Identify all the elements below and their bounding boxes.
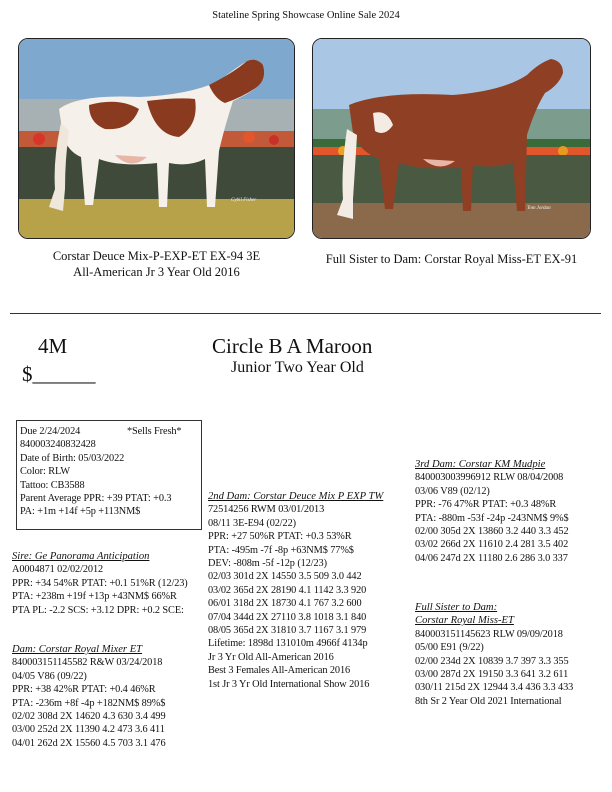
third-dam-line: 02/00 305d 2X 13860 3.2 440 3.3 452 [415, 526, 569, 538]
third-dam-line: 03/06 V89 (02/12) [415, 485, 490, 497]
full-sister-line: 03/00 287d 2X 19150 3.3 641 3.2 611 [415, 669, 569, 681]
third-dam-heading: 3rd Dam: Corstar KM Mudpie [415, 459, 546, 470]
full-sister-line: 8th Sr 2 Year Old 2021 International [415, 695, 562, 707]
full-sister-line: 02/00 234d 2X 10839 3.7 397 3.3 355 [415, 655, 569, 667]
price-line: $______ [22, 362, 96, 386]
third-dam-line: 04/06 247d 2X 11180 2.6 286 3.0 337 [415, 552, 568, 564]
photographer-signature-right: Tom Jordan [527, 206, 551, 211]
second-dam-section [208, 490, 383, 691]
dam-line: 840003151145582 R&W 03/24/2018 [12, 657, 163, 669]
second-dam-line: DEV: -808m -5f -12p (12/23) [208, 558, 327, 570]
sire-section [12, 550, 188, 617]
full-sister-heading-line1: Full Sister to Dam: [415, 602, 498, 613]
sire-line: PPR: +34 54%R PTAT: +0.1 51%R (12/23) [12, 577, 188, 589]
second-dam-line: Best 3 Females All-American 2016 [208, 665, 351, 677]
animal-class: Junior Two Year Old [231, 359, 364, 376]
info-registration: 840003240832428 [20, 439, 96, 451]
second-dam-heading: 2nd Dam: Corstar Deuce Mix P EXP TW [208, 491, 384, 502]
info-color: Color: RLW [20, 466, 71, 478]
info-due-date: Due 2/24/2024 [20, 426, 81, 437]
photo-left-caption-line2: All-American Jr 3 Year Old 2016 [73, 265, 240, 279]
photo-right [312, 38, 591, 239]
section-divider [10, 313, 601, 314]
cow-photo-left [19, 39, 295, 239]
photo-right-caption: Full Sister to Dam: Corstar Royal Miss-ET EX-91 [325, 252, 578, 266]
full-sister-section [415, 601, 573, 708]
cow-photo-right [313, 39, 591, 239]
second-dam-line: 07/04 344d 2X 27110 3.8 1018 3.1 840 [208, 611, 367, 623]
sale-title: Stateline Spring Showcase Online Sale 2024 [212, 10, 400, 21]
second-dam-line: 02/03 301d 2X 14550 3.5 509 3.0 442 [208, 571, 362, 583]
photo-left [18, 38, 295, 239]
second-dam-line: 72514256 RWM 03/01/2013 [208, 504, 325, 516]
animal-name: Circle B A Maroon [212, 334, 373, 358]
info-pa: PA: +1m +14f +5p +113NM$ [20, 506, 141, 518]
full-sister-line: 840003151145623 RLW 09/09/2018 [415, 628, 563, 640]
sire-line: A0004871 02/02/2012 [12, 564, 104, 576]
third-dam-line: PPR: -76 47%R PTAT: +0.3 48%R [415, 499, 557, 511]
sire-line: PTA: +238m +19f +13p +43NM$ 66%R [12, 591, 177, 603]
photo-left-caption-line1: Corstar Deuce Mix-P-EXP-ET EX-94 3E [52, 249, 261, 263]
sells-fresh-note: *Sells Fresh* [127, 426, 182, 437]
dam-heading: Dam: Corstar Royal Mixer ET [12, 644, 143, 655]
info-birth-date: Date of Birth: 05/03/2022 [20, 452, 125, 464]
dam-line: PPR: +38 42%R PTAT: +0.4 46%R [12, 684, 156, 696]
lot-number: 4M [38, 334, 68, 358]
second-dam-line: 08/11 3E-E94 (02/22) [208, 517, 296, 529]
second-dam-line: PTA: -495m -7f -8p +63NM$ 77%$ [208, 544, 354, 556]
full-sister-line: 030/11 215d 2X 12944 3.4 436 3.3 433 [415, 682, 574, 694]
info-parent-average: Parent Average PPR: +39 PTAT: +0.3 [20, 493, 172, 505]
info-tattoo: Tattoo: CB3588 [20, 479, 85, 491]
info-box-content [20, 425, 171, 519]
dam-line: 02/02 308d 2X 14620 4.3 630 3.4 499 [12, 711, 166, 723]
photographer-signature-left: Cybil Fisher [231, 198, 257, 203]
second-dam-line: Jr 3 Yr Old All-American 2016 [208, 651, 334, 663]
dam-line: 04/05 V86 (09/22) [12, 670, 87, 682]
third-dam-line: 03/02 266d 2X 11610 2.4 281 3.5 402 [415, 539, 569, 551]
second-dam-line: PPR: +27 50%R PTAT: +0.3 53%R [208, 531, 352, 543]
dam-section [12, 643, 166, 750]
second-dam-line: 1st Jr 3 Yr Old International Show 2016 [208, 678, 370, 690]
dam-line: 04/01 262d 2X 15560 4.5 703 3.1 476 [12, 737, 166, 749]
full-sister-heading-line2: Corstar Royal Miss-ET [415, 615, 514, 627]
dam-line: 03/00 252d 2X 11390 4.2 473 3.6 411 [12, 724, 165, 736]
second-dam-line: 03/02 365d 2X 28190 4.1 1142 3.3 920 [208, 584, 367, 596]
third-dam-line: PTA: -880m -53f -24p -243NM$ 9%$ [415, 512, 569, 524]
third-dam-line: 840003003996912 RLW 08/04/2008 [415, 472, 564, 484]
sire-line: PTA PL: -2.2 SCS: +3.12 DPR: +0.2 SCE: [12, 604, 184, 616]
second-dam-line: 06/01 318d 2X 18730 4.1 767 3.2 600 [208, 598, 362, 610]
second-dam-line: Lifetime: 1898d 131010m 4966f 4134p [208, 638, 368, 650]
dam-line: PTA: -236m +8f -4p +182NM$ 89%$ [12, 697, 166, 709]
third-dam-section [415, 458, 569, 565]
sire-heading: Sire: Ge Panorama Anticipation [12, 551, 150, 562]
full-sister-line: 05/00 E91 (9/22) [415, 642, 484, 654]
second-dam-line: 08/05 365d 2X 31810 3.7 1167 3.1 979 [208, 625, 367, 637]
